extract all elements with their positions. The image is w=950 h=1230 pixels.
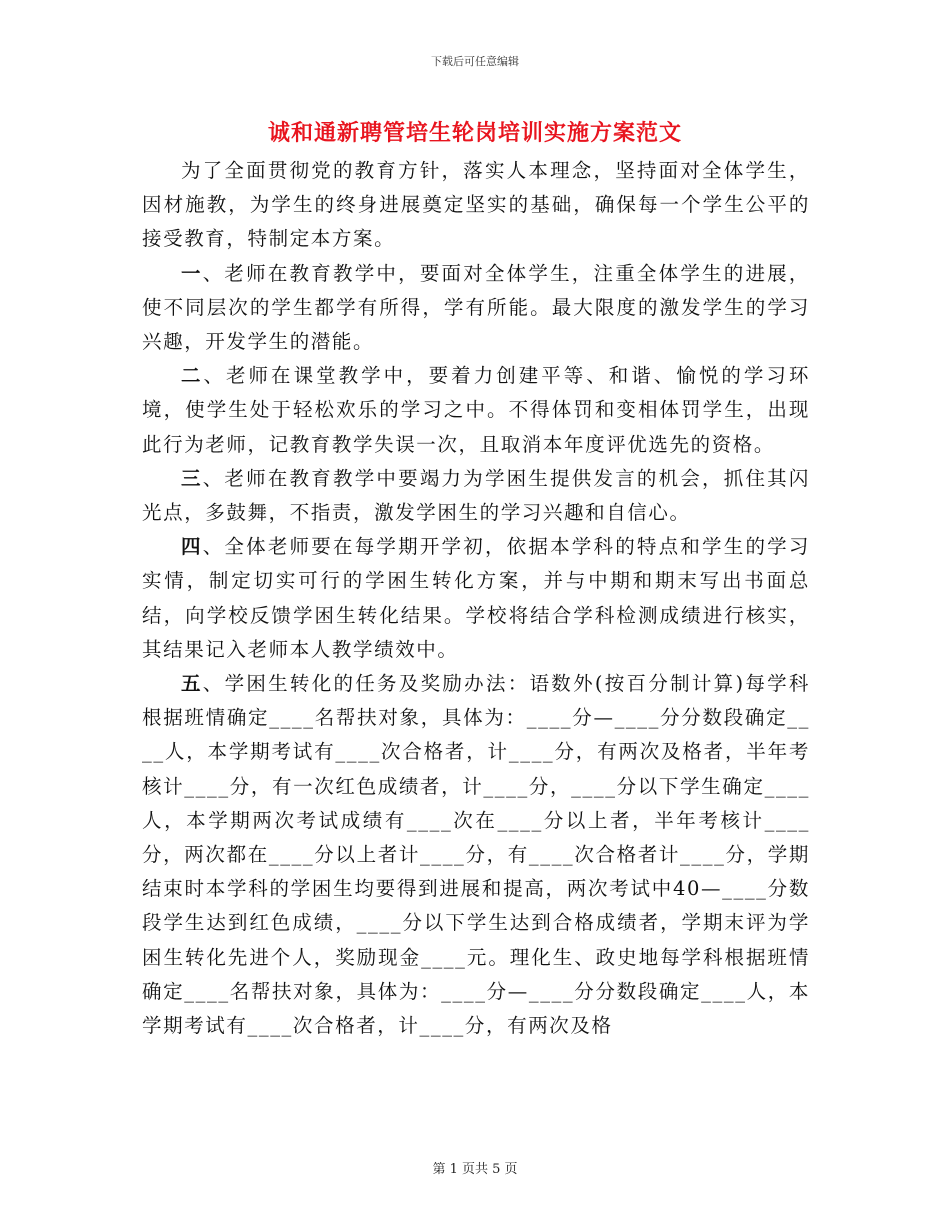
section-text-4: 、全体老师要在每学期开学初，依据本学科的特点和学生的学习实情，制定切实可行的学困生转化方案，并与中期和期末写出书面总结，向学校反馈学困生转化结果。学校将结合学科检测成绩进行核实，其结果记入老师本人教学绩效中。 [142, 535, 810, 661]
page-number: 第 1 页共 5 页 [432, 1162, 518, 1177]
document-body [142, 154, 810, 1043]
section-text-5: 、学困生转化的任务及奖励办法：语数外(按百分制计算)每学科根据班情确定____名帮扶对象，具体为：____分—____分分数段确定____人，本学期考试有____次合格者，计____分，有两次及格者，半年考核计____分，有一次红色成绩者，计____分，____分以下学生确定____人，本学期两次考试成绩有____次在____分以上者，半年考核计____分，两次都在____分以上者计____分，有____次合格者计____分，学期结束时本学科的学困生均要得到进展和提高，两次考试中40—____分数段学生达到红色成绩，____分以下学生达到合格成绩者，学期末评为学困生转化先进个人，奖励现金____元。理化生、政史地每学科根据班情确定____名帮扶对象，具体为：____分—____分分数段确定____人，本学期考试有____次合格者，计____分，有两次及格 [142, 672, 810, 1038]
section-lead-5: 五 [181, 672, 203, 696]
document-title: 诚和通新聘管培生轮岗培训实施方案范文 [267, 120, 682, 146]
section-paragraph-4 [142, 530, 810, 667]
section-paragraph-1 [142, 257, 810, 360]
section-lead-4: 四 [181, 535, 203, 559]
section-lead-2: 二 [181, 364, 204, 388]
section-paragraph-2 [142, 359, 810, 462]
section-lead-1: 一 [181, 261, 203, 285]
section-text-3: 、老师在教育教学中要竭力为学困生提供发言的机会，抓住其闪光点，多鼓舞，不指责，激发学困生的学习兴趣和自信心。 [142, 466, 810, 525]
section-paragraph-3 [142, 462, 810, 530]
intro-paragraph: 为了全面贯彻党的教育方针，落实人本理念，坚持面对全体学生，因材施教，为学生的终身进展奠定坚实的基础，确保每一个学生公平的接受教育，特制定本方案。 [142, 159, 810, 251]
section-paragraph-5 [142, 667, 810, 1043]
section-lead-3: 三 [181, 466, 203, 490]
page-header-note: 下载后可任意编辑 [431, 55, 519, 68]
section-text-2: 、老师在课堂教学中，要着力创建平等、和谐、愉悦的学习环境，使学生处于轻松欢乐的学习之中。不得体罚和变相体罚学生，出现此行为老师，记教育教学失误一次，且取消本年度评优选先的资格。 [142, 364, 810, 456]
section-text-1: 、老师在教育教学中，要面对全体学生，注重全体学生的进展，使不同层次的学生都学有所得，学有所能。最大限度的激发学生的学习兴趣，开发学生的潜能。 [142, 261, 810, 354]
